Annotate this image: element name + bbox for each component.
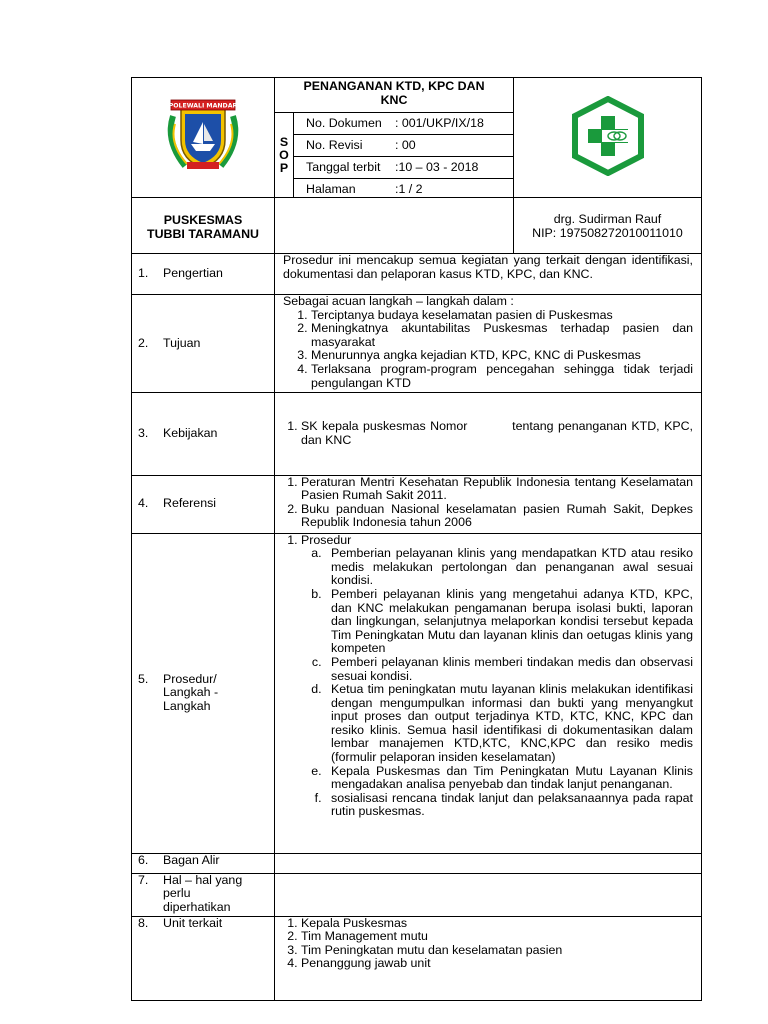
list-item: 1. SK kepala puskesmas Nomor tentang penanganan KTD, KPC, dan KNC	[301, 420, 693, 447]
list-item: f. sosialisasi rencana tindak lanjut dan pelaksanaannya pada rapat rutin puskesmas.	[325, 792, 693, 819]
label-hal-diperhatikan: 7. Hal – hal yang perlu diperhatikan	[132, 873, 275, 916]
meta-row-halaman: Halaman :1 / 2	[306, 182, 423, 196]
content-tujuan: Sebagai acuan langkah – langkah dalam : 1. Terciptanya budaya keselamatan pasien di Puskesmas 2. Meningkatnya akuntabilitas Puskesmas terhadap pasien dan masyarakat 3. Menurunnya angka kejadian KTD, KPC, KNC di Puskesmas 4. Terlaksana program-program pencegahan sehingga tidak terjadi pengulangan KTD	[275, 295, 702, 393]
list-item: 1. Kepala Puskesmas	[301, 917, 693, 931]
district-logo-cell	[132, 78, 275, 198]
content-bagan-alir	[275, 853, 702, 873]
label-referensi: 4. Referensi	[132, 475, 275, 533]
meta-row-dokumen: No. Dokumen : 001/UKP/IX/18	[294, 113, 513, 135]
label-tujuan: 2. Tujuan	[132, 295, 275, 393]
signer-block	[514, 198, 702, 254]
tujuan-list	[283, 309, 693, 391]
logo-banner-text: POLEWALI MANDAR	[168, 102, 238, 110]
sop-vertical-label	[275, 113, 294, 197]
sop-letter-o: O	[279, 147, 289, 162]
list-item: 3. Tim Peningkatan mutu dan keselamatan pasien	[301, 944, 693, 958]
puskesmas-name: PUSKESMAS TUBBI TARAMANU	[132, 198, 275, 254]
list-item: 2. Buku panduan Nasional keselamatan pasien Rumah Sakit, Depkes Republik Indonesia tahun 2006	[301, 503, 693, 530]
sop-letter-p: P	[279, 160, 289, 175]
prosedur-steps	[301, 547, 693, 819]
label-pengertian: 1. Pengertian	[132, 254, 275, 295]
list-item: 2. Tim Management mutu	[301, 930, 693, 944]
health-logo-cell	[514, 78, 702, 198]
content-referensi	[275, 475, 702, 533]
content-prosedur	[275, 533, 702, 853]
content-kebijakan	[275, 393, 702, 476]
content-hal-diperhatikan	[275, 873, 702, 916]
org-empty-cell	[275, 198, 514, 254]
list-item: 2. Meningkatnya akuntabilitas Puskesmas terhadap pasien dan masyarakat	[311, 322, 693, 349]
label-kebijakan: 3. Kebijakan	[132, 393, 275, 476]
sop-table	[131, 77, 702, 1001]
district-emblem-icon	[163, 96, 243, 176]
signer-name: drg. Sudirman Rauf	[553, 211, 662, 226]
content-pengertian: Prosedur ini mencakup semua kegiatan yang terkait dengan identifikasi, dokumentasi dan pelaporan kasus KTD, KPC, dan KNC.	[275, 254, 702, 295]
list-item: 4. Penanggung jawab unit	[301, 957, 693, 971]
label-prosedur: 5. Prosedur/ Langkah - Langkah	[132, 533, 275, 853]
signer-nip: NIP: 197508272010011010	[532, 225, 683, 240]
sop-letter-s: S	[279, 134, 289, 149]
list-item: e. Kepala Puskesmas dan Tim Peningkatan Mutu Layanan Klinis mengadakan analisa penyebab dan tindak lanjut penanganan.	[325, 765, 693, 792]
document-title: PENANGANAN KTD, KPC DAN KNC	[275, 78, 513, 113]
list-item: 4. Terlaksana program-program pencegahan sehingga tidak terjadi pengulangan KTD	[311, 363, 693, 390]
content-unit-terkait	[275, 916, 702, 1000]
list-item: d. Ketua tim peningkatan mutu layanan klinis melakukan identifikasi dengan mengumpulkan informasi dan bukti yang menyangkut input proses dan output terjadinya KTD, KTC, KNC, KPC dan resiko klinis. Semua hasil identifikasi di dokumentasikan dalam lembar manajemen KTD,KTC, KNC,KPC dan resiko medis (formulir pelaporan insiden keselamatan)	[325, 683, 693, 765]
label-unit-terkait: 8. Unit terkait	[132, 916, 275, 1000]
meta-row-revisi: No. Revisi : 00	[294, 135, 513, 157]
title-block	[275, 78, 514, 198]
list-item: 3. Menurunnya angka kejadian KTD, KPC, KNC di Puskesmas	[311, 349, 693, 363]
meta-row-tanggal: Tanggal terbit :10 – 03 - 2018	[294, 157, 513, 179]
sop-document	[131, 77, 701, 1001]
list-item: c. Pemberi pelayanan klinis memberi tindakan medis dan observasi sesuai kondisi.	[325, 656, 693, 683]
list-item: 1. Terciptanya budaya keselamatan pasien di Puskesmas	[311, 309, 693, 323]
prosedur-heading: 1. Prosedur a. Pemberian pelayanan klinis yang mendapatkan KTD atau resiko medis melakukan pertolongan dan penanganan awal sesuai kondisi. b. Pemberi pelayanan klinis yang mengetahui adanya KTD, KPC, dan KNC melakukan pengamanan berupa isolasi bukti, laporan dan lingkungan, selanjutnya melaporkan kondisi tersebut kepada Tim Peningkatan Mutu dan layanan klinis dan oetugas klinis yang kompeten c. Pemberi pelayanan klinis memberi tindakan medis dan observasi sesuai kondisi. d. Ketua tim peningkatan mutu layanan klinis melakukan identifikasi dengan mengumpulkan informasi dan bukti yang menyangkut input proses dan output terjadinya KTD, KTC, KNC, KPC dan resiko klinis. Semua hasil identifikasi di dokumentasikan dalam lembar manajemen KTD,KTC, KNC,KPC dan resiko medis (formulir pelaporan insiden keselamatan) e. Kepala Puskesmas dan Tim Peningkatan Mutu Layanan Klinis mengadakan analisa penyebab dan tindak lanjut penanganan. f. sosialisasi rencana tindak lanjut dan pelaksanaannya pada rapat rutin puskesmas.	[301, 534, 693, 819]
list-item: a. Pemberian pelayanan klinis yang mendapatkan KTD atau resiko medis melakukan pertolongan dan penanganan awal sesuai kondisi.	[325, 547, 693, 588]
list-item: 1. Peraturan Mentri Kesehatan Republik Indonesia tentang Keselamatan Pasien Rumah Sakit 2011.	[301, 476, 693, 503]
list-item: b. Pemberi pelayanan klinis yang mengetahui adanya KTD, KPC, dan KNC melakukan pengamanan berupa isolasi bukti, laporan dan lingkungan, selanjutnya melaporkan kondisi tersebut kepada Tim Peningkatan Mutu dan layanan klinis dan oetugas klinis yang kompeten	[325, 588, 693, 656]
label-bagan-alir: 6. Bagan Alir	[132, 853, 275, 873]
puskesmas-logo-icon	[568, 96, 648, 176]
